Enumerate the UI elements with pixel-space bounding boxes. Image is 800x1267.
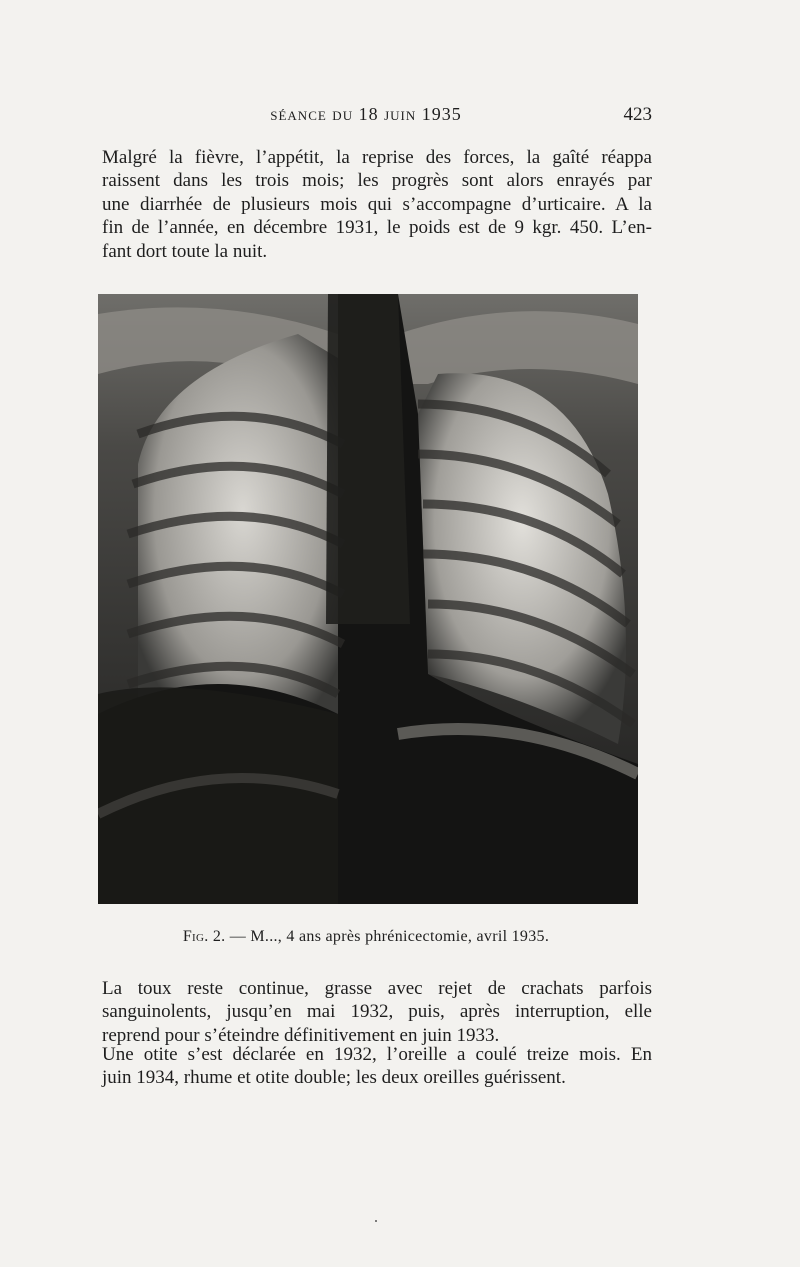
text-line: La toux reste continue, grasse avec rejet de crachats parfois — [102, 978, 652, 999]
chest-xray-figure — [98, 294, 638, 904]
text-line: reprend pour s’éteindre définitivement en juin 1933. — [102, 1024, 500, 1046]
running-head — [80, 104, 652, 134]
text-line: fin de l’année, en décembre 1931, le poids est de 9 kgr. 450. L’en- — [102, 217, 652, 239]
running-title: séance du 18 juin 1935 — [270, 104, 462, 124]
text-line: Une otite s’est déclarée en 1932, l’oreille a coulé treize mois. En — [102, 1044, 652, 1065]
paragraph-otitis — [80, 1043, 652, 1090]
figure-caption — [80, 928, 652, 946]
paragraph-cough — [80, 977, 652, 1047]
text-line: fant dort toute la nuit. — [102, 240, 268, 262]
figure-caption-text: — M..., 4 ans après phrénicectomie, avril 1935. — [225, 928, 550, 945]
text-line: une diarrhée de plusieurs mois qui s’accompagne d’urticaire. A la — [102, 193, 652, 215]
text-line: raissent dans les trois mois; les progrès sont alors enrayés par — [102, 170, 652, 192]
text-line: sanguinolents, jusqu’en mai 1932, puis, après interruption, elle — [102, 1001, 652, 1023]
print-speck — [375, 1220, 377, 1222]
figure-label: Fig. 2. — [182, 928, 226, 945]
text-line: Malgré la fièvre, l’appétit, la reprise des forces, la gaîté réappa — [102, 147, 652, 168]
paragraph-recovery — [80, 146, 652, 263]
chest-xray-image — [98, 294, 638, 904]
text-line: juin 1934, rhume et otite double; les deux oreilles guérissent. — [102, 1067, 566, 1089]
page-number: 423 — [623, 104, 652, 125]
